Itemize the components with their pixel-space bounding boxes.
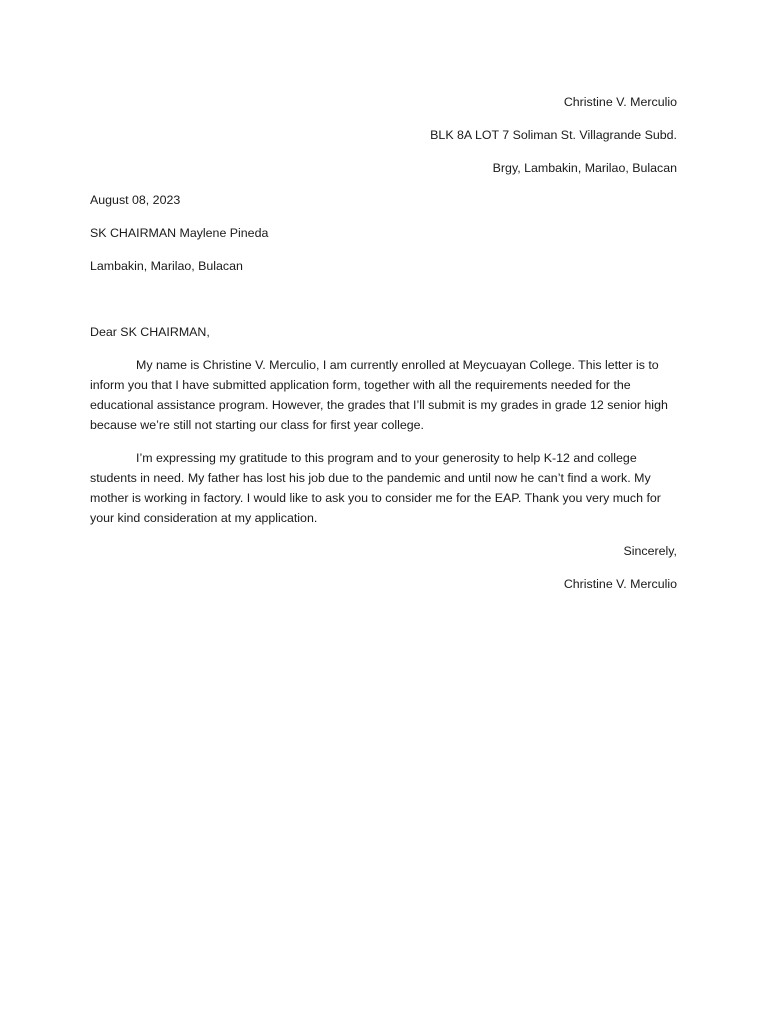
body-paragraph-2: I’m expressing my gratitude to this program and to your generosity to help K-12 and college students in need. My father has lost his job due to the pandemic and until now he can’t find a work. My mother is working in factory. I would like to ask you to consider me for the EAP. Thank you very much for your kind consideration at my application. xyxy=(90,451,661,525)
sender-address-line1: BLK 8A LOT 7 Soliman St. Villagrande Subd. xyxy=(430,128,677,142)
signature: Christine V. Merculio xyxy=(563,577,677,591)
closing: Sincerely, xyxy=(623,544,677,558)
letter-date: August 08, 2023 xyxy=(90,193,181,207)
salutation: Dear SK CHAIRMAN, xyxy=(90,325,210,339)
sender-address-line2: Brgy, Lambakin, Marilao, Bulacan xyxy=(492,161,677,175)
recipient-address: Lambakin, Marilao, Bulacan xyxy=(90,259,243,273)
sender-name: Christine V. Merculio xyxy=(563,95,677,109)
recipient-name: SK CHAIRMAN Maylene Pineda xyxy=(90,226,269,240)
body-paragraph-1: My name is Christine V. Merculio, I am currently enrolled at Meycuayan College. This letter is to inform you that I have submitted application form, together with all the requirements needed for the educational assistance program. However, the grades that I’ll submit is my grades in grade 12 senior high because we’re still not starting our class for first year college. xyxy=(90,358,668,432)
